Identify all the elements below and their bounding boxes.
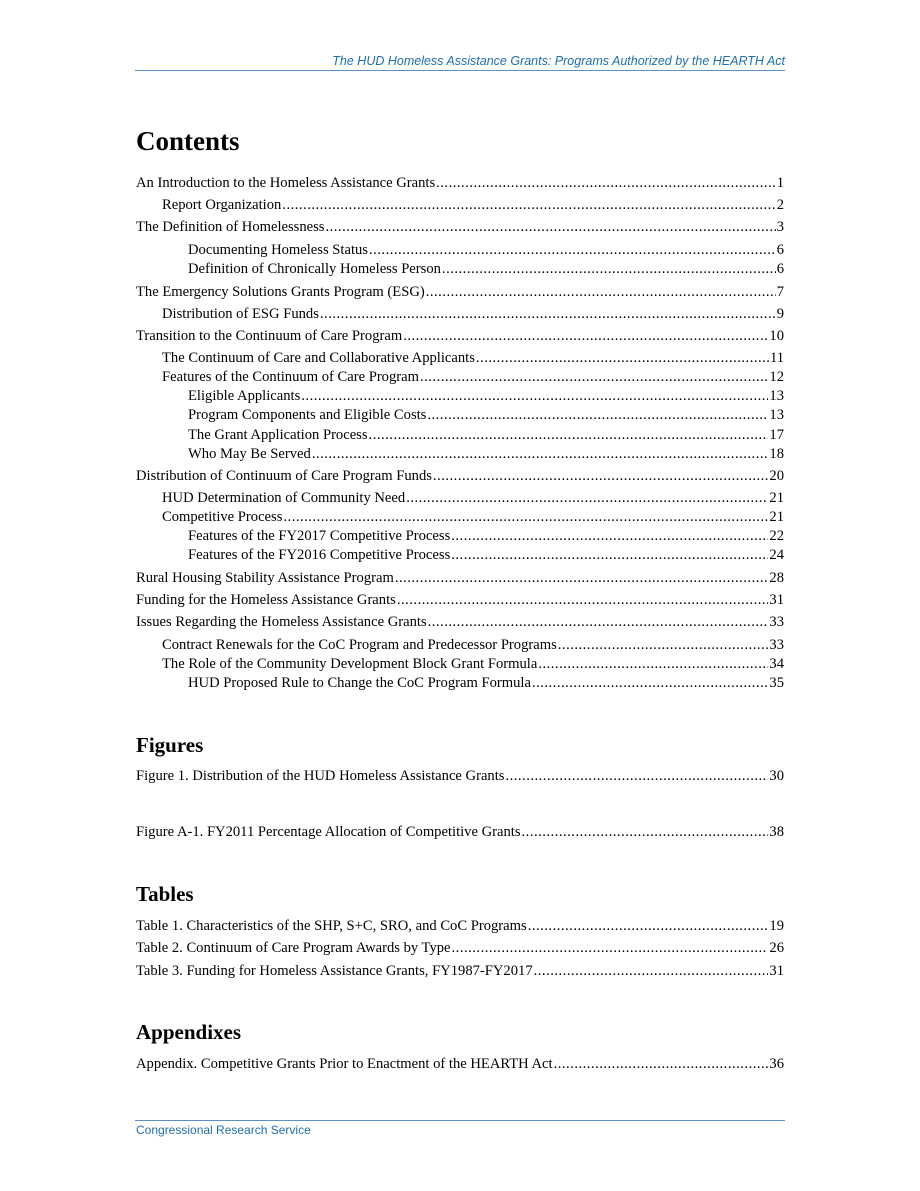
toc-entry[interactable] bbox=[188, 674, 784, 693]
toc-entry[interactable] bbox=[136, 218, 784, 237]
toc-entry[interactable] bbox=[136, 591, 784, 610]
toc-entry-label: The Emergency Solutions Grants Program (ESG) bbox=[136, 284, 425, 300]
dot-leader bbox=[433, 467, 768, 486]
toc-entry-label: Definition of Chronically Homeless Person bbox=[188, 261, 441, 277]
toc-entry-label: Distribution of ESG Funds bbox=[162, 306, 319, 322]
table-entry-page: 19 bbox=[769, 918, 784, 934]
toc-entry[interactable] bbox=[188, 260, 784, 279]
toc-entry-page: 7 bbox=[776, 284, 784, 300]
toc-entry-page: 2 bbox=[776, 197, 784, 213]
dot-leader bbox=[406, 489, 768, 508]
toc-entry-page: 13 bbox=[769, 388, 784, 404]
tables-heading: Tables bbox=[136, 882, 194, 906]
toc-entry[interactable] bbox=[188, 406, 784, 425]
dot-leader bbox=[451, 546, 768, 565]
running-header-title: The HUD Homeless Assistance Grants: Programs Authorized by the HEARTH Act bbox=[332, 54, 785, 68]
dot-leader bbox=[320, 305, 776, 324]
dot-leader bbox=[397, 591, 769, 610]
figure-entry[interactable] bbox=[136, 767, 784, 786]
table-entry-page: 31 bbox=[769, 963, 784, 979]
toc-entry-page: 10 bbox=[769, 328, 784, 344]
toc-entry-label: Report Organization bbox=[162, 197, 282, 213]
toc-entry[interactable] bbox=[162, 196, 784, 215]
toc-entry-label: Features of the Continuum of Care Program bbox=[162, 369, 419, 385]
toc-entry-page: 20 bbox=[769, 468, 784, 484]
dot-leader bbox=[283, 508, 768, 527]
toc-entry-page: 3 bbox=[776, 219, 784, 235]
toc-entry-page: 24 bbox=[769, 547, 784, 563]
toc-entry[interactable] bbox=[188, 426, 784, 445]
toc-entry[interactable] bbox=[162, 349, 784, 368]
dot-leader bbox=[554, 1055, 769, 1074]
toc-entry-page: 33 bbox=[769, 637, 784, 653]
table-entry[interactable] bbox=[136, 939, 784, 958]
figure-entry[interactable] bbox=[136, 823, 784, 842]
table-entry-label: Table 3. Funding for Homeless Assistance Grants, FY1987-FY2017 bbox=[136, 963, 533, 979]
toc-entry-page: 33 bbox=[769, 614, 784, 630]
dot-leader bbox=[442, 260, 776, 279]
toc-entry-page: 21 bbox=[769, 509, 784, 525]
figure-entry-label: Figure 1. Distribution of the HUD Homeless Assistance Grants bbox=[136, 768, 505, 784]
dot-leader bbox=[528, 917, 769, 936]
toc-entry-label: An Introduction to the Homeless Assistance Grants bbox=[136, 175, 436, 191]
figure-entry-page: 30 bbox=[769, 768, 784, 784]
footer-source: Congressional Research Service bbox=[136, 1123, 311, 1137]
dot-leader bbox=[505, 767, 768, 786]
figures-heading: Figures bbox=[136, 733, 204, 757]
toc-entry-label: Competitive Process bbox=[162, 509, 283, 525]
toc-entry[interactable] bbox=[188, 546, 784, 565]
toc-entry-page: 28 bbox=[769, 570, 784, 586]
toc-entry-page: 6 bbox=[776, 261, 784, 277]
toc-entry-page: 22 bbox=[769, 528, 784, 544]
toc-entry-label: The Grant Application Process bbox=[188, 427, 368, 443]
toc-entry[interactable] bbox=[136, 327, 784, 346]
dot-leader bbox=[312, 445, 769, 464]
table-entry-label: Table 2. Continuum of Care Program Awards by Type bbox=[136, 940, 451, 956]
dot-leader bbox=[532, 674, 768, 693]
toc-entry-label: The Role of the Community Development Block Grant Formula bbox=[162, 656, 538, 672]
toc-entry-label: HUD Determination of Community Need bbox=[162, 490, 406, 506]
toc-entry-label: HUD Proposed Rule to Change the CoC Program Formula bbox=[188, 675, 531, 691]
toc-entry-label: Eligible Applicants bbox=[188, 388, 301, 404]
toc-entry-page: 35 bbox=[769, 675, 784, 691]
toc-entry-label: The Continuum of Care and Collaborative Applicants bbox=[162, 350, 475, 366]
toc-entry-label: Rural Housing Stability Assistance Program bbox=[136, 570, 394, 586]
toc-entry-page: 21 bbox=[769, 490, 784, 506]
toc-entry-label: Distribution of Continuum of Care Program Funds bbox=[136, 468, 432, 484]
figure-entry-page: 38 bbox=[769, 824, 784, 840]
toc-entry[interactable] bbox=[136, 569, 784, 588]
dot-leader bbox=[538, 655, 768, 674]
toc-entry[interactable] bbox=[188, 527, 784, 546]
toc-entry[interactable] bbox=[136, 283, 784, 302]
dot-leader bbox=[282, 196, 775, 215]
toc-entry[interactable] bbox=[162, 368, 784, 387]
toc-entry-page: 31 bbox=[769, 592, 784, 608]
dot-leader bbox=[301, 387, 768, 406]
dot-leader bbox=[452, 939, 769, 958]
appendix-entry-page: 36 bbox=[769, 1056, 784, 1072]
table-entry-label: Table 1. Characteristics of the SHP, S+C, SRO, and CoC Programs bbox=[136, 918, 527, 934]
figure-entry-label: Figure A-1. FY2011 Percentage Allocation of Competitive Grants bbox=[136, 824, 521, 840]
toc-entry[interactable] bbox=[136, 467, 784, 486]
toc-entry[interactable] bbox=[188, 387, 784, 406]
dot-leader bbox=[522, 823, 769, 842]
toc-entry[interactable] bbox=[188, 241, 784, 260]
toc-entry-page: 12 bbox=[769, 369, 784, 385]
toc-entry[interactable] bbox=[162, 508, 784, 527]
dot-leader bbox=[436, 174, 776, 193]
toc-entry-label: Who May Be Served bbox=[188, 446, 311, 462]
toc-entry-label: The Definition of Homelessness bbox=[136, 219, 325, 235]
toc-entry[interactable] bbox=[162, 489, 784, 508]
footer-divider bbox=[135, 1120, 785, 1121]
toc-entry[interactable] bbox=[162, 655, 784, 674]
toc-entry-label: Features of the FY2016 Competitive Process bbox=[188, 547, 451, 563]
contents-heading: Contents bbox=[136, 126, 240, 156]
toc-entry-label: Features of the FY2017 Competitive Process bbox=[188, 528, 451, 544]
toc-entry-page: 34 bbox=[769, 656, 784, 672]
dot-leader bbox=[369, 426, 769, 445]
toc-entry-page: 1 bbox=[776, 175, 784, 191]
toc-entry[interactable] bbox=[136, 613, 784, 632]
dot-leader bbox=[451, 527, 768, 546]
dot-leader bbox=[558, 636, 769, 655]
dot-leader bbox=[403, 327, 768, 346]
toc-entry[interactable] bbox=[188, 445, 784, 464]
toc-entry-label: Program Components and Eligible Costs bbox=[188, 407, 427, 423]
toc-entry-page: 18 bbox=[769, 446, 784, 462]
toc-entry-page: 9 bbox=[776, 306, 784, 322]
toc-entry-page: 6 bbox=[776, 242, 784, 258]
dot-leader bbox=[427, 406, 768, 425]
table-entry-page: 26 bbox=[769, 940, 784, 956]
toc-entry-label: Transition to the Continuum of Care Program bbox=[136, 328, 403, 344]
dot-leader bbox=[476, 349, 769, 368]
appendix-entry-label: Appendix. Competitive Grants Prior to Enactment of the HEARTH Act bbox=[136, 1056, 553, 1072]
appendixes-heading: Appendixes bbox=[136, 1020, 242, 1044]
dot-leader bbox=[325, 218, 775, 237]
appendix-entry[interactable] bbox=[136, 1055, 784, 1074]
dot-leader bbox=[369, 241, 776, 260]
toc-entry[interactable] bbox=[136, 174, 784, 193]
toc-entry-label: Funding for the Homeless Assistance Grants bbox=[136, 592, 396, 608]
dot-leader bbox=[426, 283, 776, 302]
toc-entry-page: 17 bbox=[769, 427, 784, 443]
toc-entry-page: 13 bbox=[769, 407, 784, 423]
dot-leader bbox=[534, 962, 769, 981]
dot-leader bbox=[420, 368, 768, 387]
toc-entry-page: 11 bbox=[769, 350, 784, 366]
dot-leader bbox=[428, 613, 769, 632]
table-entry[interactable] bbox=[136, 917, 784, 936]
toc-entry-label: Contract Renewals for the CoC Program and Predecessor Programs bbox=[162, 637, 557, 653]
table-entry[interactable] bbox=[136, 962, 784, 981]
toc-entry-label: Issues Regarding the Homeless Assistance Grants bbox=[136, 614, 427, 630]
dot-leader bbox=[395, 569, 769, 588]
toc-entry[interactable] bbox=[162, 305, 784, 324]
header-divider bbox=[135, 70, 785, 71]
toc-entry[interactable] bbox=[162, 636, 784, 655]
toc-entry-label: Documenting Homeless Status bbox=[188, 242, 368, 258]
